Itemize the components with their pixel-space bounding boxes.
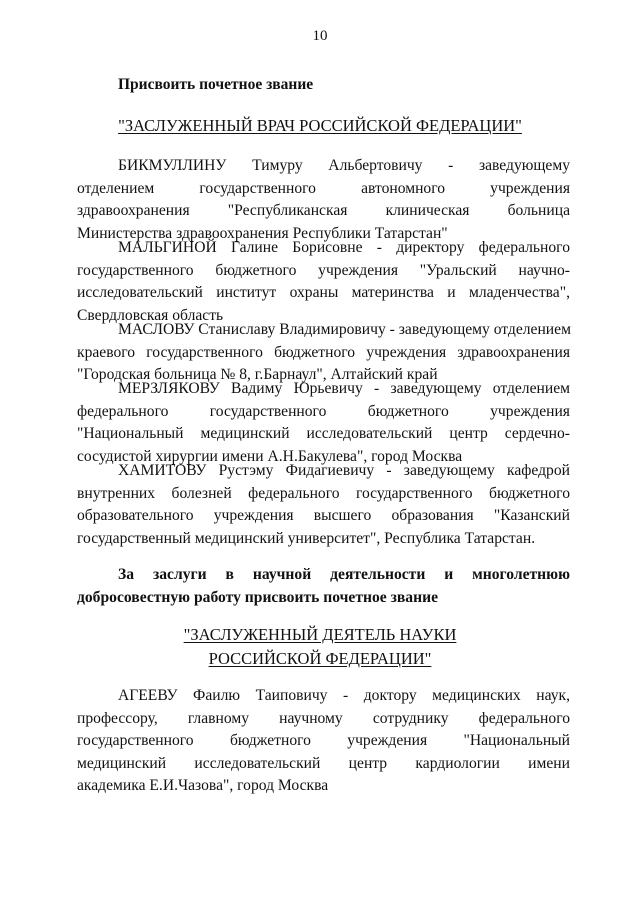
entry-line: "Национальный медицинский исследовательский центр сердечно- — [77, 425, 570, 442]
section2-heading-line: За заслуги в научной деятельности и многолетнюю — [118, 566, 570, 583]
section2-title — [0, 623, 640, 671]
entry-line: медицинский исследовательский центр кардиологии имени — [77, 754, 570, 772]
entry-line: АГЕЕВУ Фаилю Таиповичу - доктору медицинских наук, — [118, 687, 570, 704]
entry-line: образовательного учреждения высшего образования "Казанский — [77, 507, 570, 524]
entry-line: МЕРЗЛЯКОВУ Вадиму Юрьевичу - заведующему отделением — [118, 380, 570, 397]
entry-line: Свердловская область — [77, 306, 224, 324]
section2-title-line: РОССИЙСКОЙ ФЕДЕРАЦИИ" — [208, 649, 432, 668]
section2-title-line: "ЗАСЛУЖЕННЫЙ ДЕЯТЕЛЬ НАУКИ — [183, 625, 457, 644]
entry-line: Министерства здравоохранения Республики Татарстан" — [77, 224, 448, 242]
section1-title-text: "ЗАСЛУЖЕННЫЙ ВРАЧ РОССИЙСКОЙ ФЕДЕРАЦИИ" — [118, 116, 522, 135]
entry-line: ХАМИТОВУ Рустэму Фидагиевичу - заведующему кафедрой — [118, 462, 570, 479]
entry-line: профессору, главному научному сотруднику федерального — [77, 709, 570, 727]
entry-line: БИКМУЛЛИНУ Тимуру Альбертовичу - заведующему — [118, 157, 570, 174]
page-number: 10 — [312, 28, 328, 44]
entry-line: исследовательский институт охраны материнства и младенчества", — [77, 284, 570, 301]
entry-line: сосудистой хирургии имени А.Н.Бакулева", город Москва — [77, 447, 463, 465]
entry-line: отделением государственного автономного учреждения — [77, 179, 570, 197]
entry-line: краевого государственного бюджетного учреждения здравоохранения — [77, 343, 570, 361]
award-entry-ageev — [77, 685, 570, 798]
section1-heading: Присвоить почетное звание — [118, 76, 314, 93]
entry-line: здравоохранения "Республиканская клиническая больница — [77, 202, 570, 219]
section2-heading-line: добросовестную работу присвоить почетное звание — [77, 588, 438, 606]
award-entry-merzlyakov — [77, 378, 570, 468]
entry-line: государственного бюджетного учреждения "Национальный — [77, 732, 570, 749]
entry-line: федерального государственного бюджетного учреждения — [77, 402, 570, 420]
award-entry-khamitov — [77, 460, 570, 550]
award-entry-bikmullin — [77, 155, 570, 245]
section2-heading — [77, 564, 570, 609]
entry-line: "Городская больница № 8, г.Барнаул", Алтайский край — [77, 366, 438, 383]
entry-line: МАЛЬГИНОЙ Галине Борисовне - директору федерального — [118, 239, 570, 256]
award-entry-malgina — [77, 237, 570, 327]
section1-title — [0, 114, 640, 138]
entry-line: внутренних болезней федерального государственного бюджетного — [77, 484, 570, 502]
entry-line: государственного бюджетного учреждения "Уральский научно- — [77, 261, 570, 279]
award-entry-maslov — [77, 319, 570, 387]
entry-line: академика Е.И.Чазова", город Москва — [77, 777, 329, 794]
entry-line: МАСЛОВУ Станиславу Владимировичу - заведующему отделением — [118, 321, 571, 338]
entry-line: государственный медицинский университет", Республика Татарстан. — [77, 529, 536, 547]
